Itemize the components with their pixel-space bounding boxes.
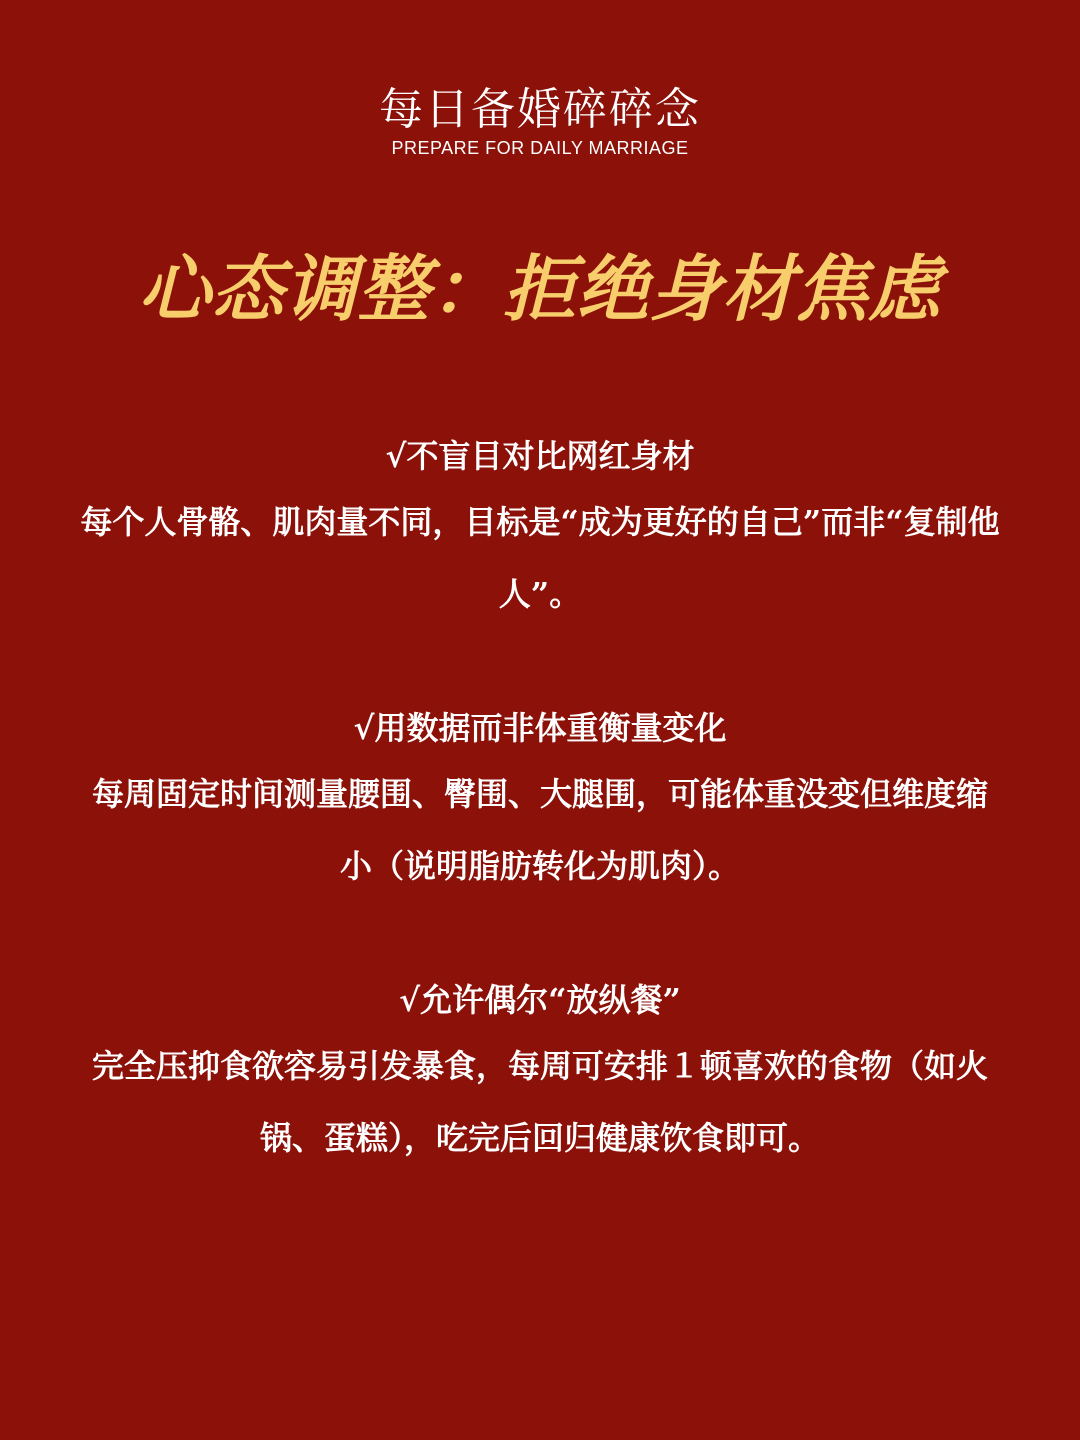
- page-headline: 心态调整：拒绝身材焦虑: [138, 246, 942, 331]
- brand-title: 每日备婚碎碎念: [379, 84, 701, 135]
- tip-body: 每周固定时间测量腰围、臀围、大腿围，可能体重没变但维度缩小（说明脂肪转化为肌肉）。: [91, 775, 988, 885]
- tip-item: [80, 426, 1000, 630]
- brand-subtitle: PREPARE FOR DAILY MARRIAGE: [391, 138, 689, 158]
- tip-item: [80, 970, 1000, 1174]
- tip-title: √允许偶尔“放纵餐”: [399, 981, 681, 1019]
- tip-body: 完全压抑食欲容易引发暴食，每周可安排１顿喜欢的食物（如火锅、蛋糕），吃完后回归健康饮食即可。: [91, 1047, 988, 1157]
- tip-body: 每个人骨骼、肌肉量不同，目标是“成为更好的自己”而非“复制他人”。: [80, 503, 1000, 613]
- tip-title: √用数据而非体重衡量变化: [353, 709, 727, 747]
- tips-list: [80, 426, 1000, 1242]
- tip-title: √不盲目对比网红身材: [385, 437, 695, 475]
- tip-item: [80, 698, 1000, 902]
- brand-header: [0, 84, 1080, 160]
